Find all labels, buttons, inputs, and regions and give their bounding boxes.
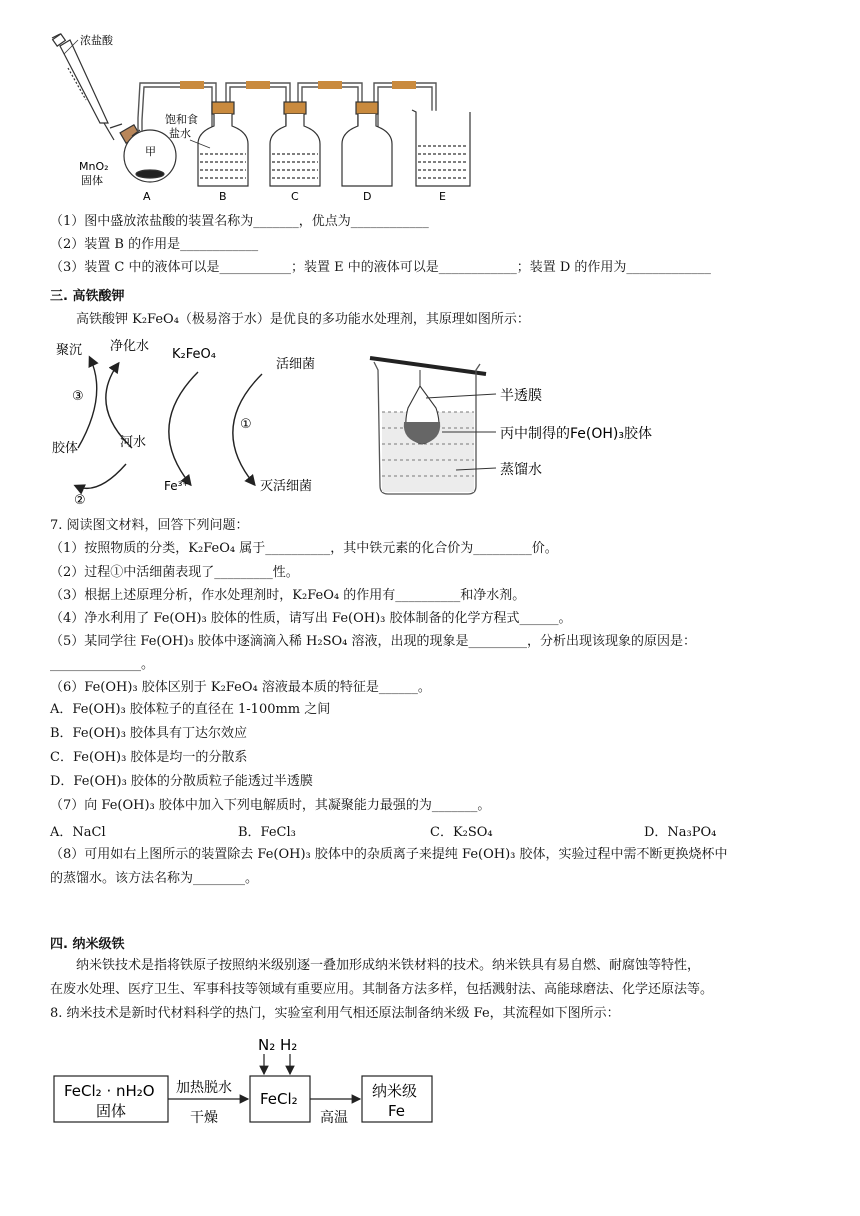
label-d: D — [363, 190, 372, 203]
ferrate-cycle-diagram — [48, 336, 348, 516]
flow-arrow2-bottom: 高温 — [320, 1110, 348, 1126]
flow-box3-line2: Fe — [388, 1102, 406, 1120]
label-brine-2: 盐水 — [169, 127, 191, 140]
q7-line: （6）Fe(OH)₃ 胶体区别于 K₂FeO₄ 溶液最本质的特征是______。 — [50, 680, 431, 695]
label-acid: 浓盐酸 — [80, 34, 113, 47]
q7-line: ______________。 — [50, 657, 155, 672]
q7-line: （2）过程①中活细菌表现了_________性。 — [50, 565, 299, 580]
q7-line: （4）净水利用了 Fe(OH)₃ 胶体的性质，请写出 Fe(OH)₃ 胶体制备的化学方程式______。 — [50, 611, 572, 626]
label-a: A — [143, 190, 151, 203]
label-b: B — [219, 190, 227, 203]
bottle-d — [342, 102, 392, 186]
label-mno2-1: MnO₂ — [79, 160, 109, 173]
q7-option-b: B．FeCl₃ — [238, 825, 296, 840]
dialysis-figure — [360, 342, 700, 502]
section-intro: 在废水处理、医疗卫生、军事科技等领域有重要应用。其制备方法多样，包括溅射法、高能球磨法、化学还原法等。 — [50, 982, 714, 997]
beaker-e — [412, 110, 470, 186]
label-fe3: Fe³⁺ — [164, 479, 189, 493]
label-brine-1: 饱和食 — [165, 113, 198, 126]
label-e: E — [439, 190, 446, 203]
separatory-funnel — [52, 34, 122, 140]
label-n1: ① — [240, 417, 252, 432]
bottle-c — [270, 102, 320, 186]
flow-arrow1-bottom: 干燥 — [190, 1110, 218, 1126]
section-intro: 高铁酸钾 K₂FeO₄（极易溶于水）是优良的多功能水处理剂，其原理如图所示： — [76, 312, 530, 327]
label-miehuo: 灭活细菌 — [260, 479, 313, 494]
label-k2feo4: K₂FeO₄ — [172, 347, 216, 362]
q7-line: （8）可用如右上图所示的装置除去 Fe(OH)₃ 胶体中的杂质离子来提纯 Fe(OH)₃ 胶体，实验过程中需不断更换烧杯中 — [50, 847, 728, 862]
label-water: 蒸馏水 — [500, 462, 542, 478]
q7-option: A．Fe(OH)₃ 胶体粒子的直径在 1-100mm 之间 — [50, 702, 331, 717]
flow-diagram — [50, 1030, 450, 1130]
label-membrane: 半透膜 — [500, 388, 542, 404]
flow-box3-line1: 纳米级 — [372, 1082, 418, 1100]
flow-box1-line1: FeCl₂ · nH₂O — [64, 1082, 155, 1100]
label-c: C — [291, 190, 299, 203]
label-jiaoti: 胶体 — [52, 441, 79, 456]
flow-box1-line2: 固体 — [96, 1102, 127, 1120]
question-line: （1）图中盛放浓盐酸的装置名称为_______，优点为____________ — [50, 214, 429, 229]
q7-line: 的蒸馏水。该方法名称为________。 — [50, 871, 259, 886]
q7-option-a: A．NaCl — [50, 825, 106, 840]
label-huoxijun: 活细菌 — [276, 357, 316, 372]
label-n3: ③ — [72, 389, 84, 404]
q7-line: （7）向 Fe(OH)₃ 胶体中加入下列电解质时，其凝聚能力最强的为_______。 — [50, 798, 491, 813]
question-line: （3）装置 C 中的液体可以是___________；装置 E 中的液体可以是____________；装置 D 的作用为_____________ — [50, 260, 711, 275]
q7-stem: 7. 阅读图文材料，回答下列问题： — [50, 518, 249, 533]
q7-option: D．Fe(OH)₃ 胶体的分散质粒子能透过半透膜 — [50, 774, 313, 789]
q7-option: C．Fe(OH)₃ 胶体是均一的分散系 — [50, 750, 248, 765]
label-n2: ② — [74, 493, 86, 508]
bottle-b — [198, 102, 248, 186]
q7-option-d: D．Na₃PO₄ — [644, 825, 717, 840]
q7-option-c: C．K₂SO₄ — [430, 825, 493, 840]
section-intro: 纳米铁技术是指将铁原子按照纳米级别逐一叠加形成纳米铁材料的技术。纳米铁具有易自燃、耐腐蚀等特性， — [76, 958, 701, 973]
chlorine-apparatus-figure — [40, 28, 520, 208]
q8-stem: 8. 纳米技术是新时代材料科学的热门，实验室利用气相还原法制备纳米级 Fe，其流程如下图所示： — [50, 1006, 620, 1021]
label-jinghuashui: 净化水 — [110, 339, 150, 354]
q7-line: （1）按照物质的分类，K₂FeO₄ 属于__________，其中铁元素的化合价为_________价。 — [50, 541, 558, 556]
flow-gases: N₂ H₂ — [258, 1036, 298, 1054]
q7-line: （3）根据上述原理分析，作水处理剂时，K₂FeO₄ 的作用有__________和净水剂。 — [50, 588, 526, 603]
section-heading: 四. 纳米级铁 — [50, 937, 125, 952]
flow-box2: FeCl₂ — [260, 1090, 298, 1108]
q7-line: （5）某同学往 Fe(OH)₃ 胶体中逐滴滴入稀 H₂SO₄ 溶液，出现的现象是_________，分析出现该现象的原因是： — [50, 634, 696, 649]
label-heshui: 河水 — [120, 435, 147, 450]
flow-arrow1-top: 加热脱水 — [176, 1080, 232, 1096]
question-line: （2）装置 B 的作用是____________ — [50, 237, 259, 252]
label-juchen: 聚沉 — [56, 343, 83, 358]
label-colloid: 丙中制得的Fe(OH)₃胶体 — [500, 426, 652, 442]
label-mno2-2: 固体 — [81, 174, 103, 187]
label-jia: 甲 — [145, 145, 156, 158]
section-heading: 三. 高铁酸钾 — [50, 289, 125, 304]
q7-option: B．Fe(OH)₃ 胶体具有丁达尔效应 — [50, 726, 248, 741]
